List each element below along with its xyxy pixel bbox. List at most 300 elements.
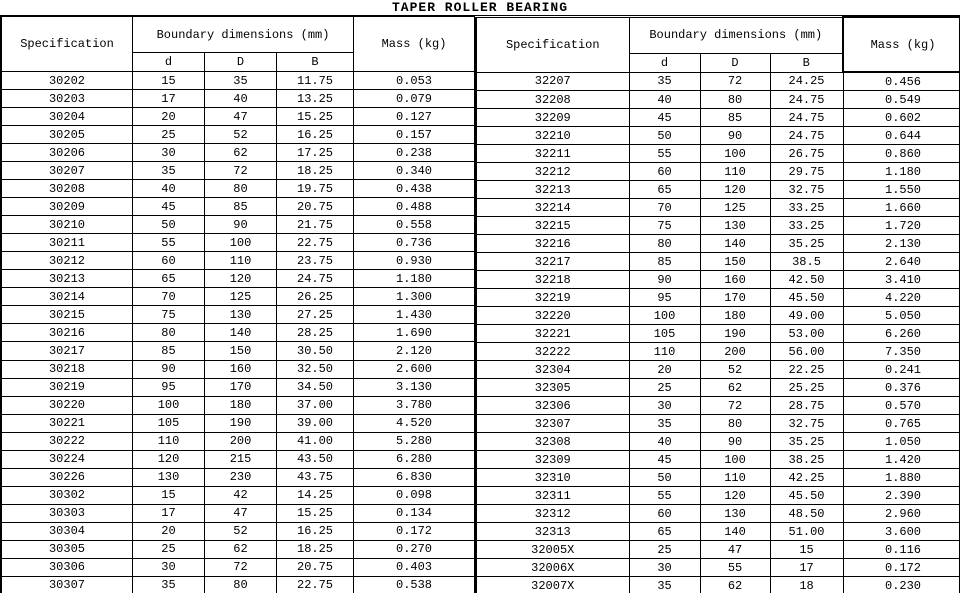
cell: 35 [629,577,700,593]
table-row [2,486,475,504]
cell: 24.75 [770,91,843,109]
cell: 30306 [2,558,133,576]
cell: 72 [205,558,277,576]
table-row [476,235,960,253]
cell: 180 [205,396,277,414]
cell: 120 [205,270,277,288]
cell: 21.75 [277,216,354,234]
cell: 32310 [476,469,629,487]
cell: 0.127 [354,108,475,126]
cell: 32219 [476,289,629,307]
cell: 0.098 [354,486,475,504]
cell: 95 [133,378,205,396]
cell: 47 [700,541,770,559]
cell: 120 [133,450,205,468]
cell: 50 [629,469,700,487]
table-row [476,91,960,109]
cell: 85 [700,109,770,127]
cell: 55 [629,487,700,505]
cell: 5.050 [843,307,960,325]
table-row [476,271,960,289]
left-col-header-mass: Mass (kg) [354,17,475,72]
cell: 100 [629,307,700,325]
cell: 26.75 [770,145,843,163]
cell: 20.75 [277,198,354,216]
cell: 30222 [2,432,133,450]
cell: 90 [700,127,770,145]
cell: 30203 [2,90,133,108]
cell: 0.736 [354,234,475,252]
cell: 110 [205,252,277,270]
cell: 32208 [476,91,629,109]
cell: 33.25 [770,199,843,217]
right-col-header-specification: Specification [476,17,629,72]
cell: 100 [133,396,205,414]
cell: 140 [700,235,770,253]
cell: 72 [205,162,277,180]
cell: 105 [629,325,700,343]
cell: 32211 [476,145,629,163]
table-row [2,468,475,486]
cell: 30218 [2,360,133,378]
cell: 11.75 [277,72,354,90]
cell: 85 [205,198,277,216]
cell: 39.00 [277,414,354,432]
table-row [476,415,960,433]
table-row [2,162,475,180]
cell: 1.430 [354,306,475,324]
cell: 140 [205,324,277,342]
cell: 180 [700,307,770,325]
cell: 32.75 [770,415,843,433]
cell: 60 [629,505,700,523]
table-row [476,181,960,199]
cell: 30221 [2,414,133,432]
cell: 32220 [476,307,629,325]
cell: 3.410 [843,271,960,289]
cell: 190 [700,325,770,343]
cell: 55 [133,234,205,252]
cell: 32005X [476,541,629,559]
cell: 30215 [2,306,133,324]
cell: 0.570 [843,397,960,415]
cell: 30209 [2,198,133,216]
cell: 30 [133,144,205,162]
cell: 30212 [2,252,133,270]
cell: 2.390 [843,487,960,505]
cell: 30211 [2,234,133,252]
cell: 32213 [476,181,629,199]
cell: 1.050 [843,433,960,451]
cell: 42.25 [770,469,843,487]
cell: 32217 [476,253,629,271]
cell: 32210 [476,127,629,145]
cell: 0.157 [354,126,475,144]
cell: 0.270 [354,540,475,558]
cell: 0.238 [354,144,475,162]
cell: 52 [700,361,770,379]
cell: 190 [205,414,277,432]
cell: 30 [133,558,205,576]
cell: 105 [133,414,205,432]
cell: 62 [205,144,277,162]
cell: 80 [700,91,770,109]
cell: 72 [700,72,770,91]
cell: 62 [700,379,770,397]
cell: 30204 [2,108,133,126]
cell: 100 [700,451,770,469]
cell: 30224 [2,450,133,468]
cell: 35 [629,415,700,433]
cell: 65 [629,523,700,541]
cell: 1.720 [843,217,960,235]
table-row [476,577,960,593]
cell: 24.75 [277,270,354,288]
cell: 32212 [476,163,629,181]
cell: 75 [133,306,205,324]
cell: 90 [700,433,770,451]
cell: 100 [700,145,770,163]
cell: 5.280 [354,432,475,450]
cell: 80 [205,576,277,593]
cell: 3.600 [843,523,960,541]
cell: 25 [629,541,700,559]
table-row [2,432,475,450]
cell: 30210 [2,216,133,234]
cell: 25.25 [770,379,843,397]
table-row [476,289,960,307]
cell: 35.25 [770,433,843,451]
cell: 32209 [476,109,629,127]
cell: 53.00 [770,325,843,343]
table-row [2,324,475,342]
cell: 0.644 [843,127,960,145]
cell: 30305 [2,540,133,558]
cell: 4.520 [354,414,475,432]
cell: 25 [629,379,700,397]
table-row [476,199,960,217]
table-row [2,360,475,378]
cell: 130 [133,468,205,486]
cell: 22.75 [277,234,354,252]
cell: 80 [629,235,700,253]
cell: 130 [700,505,770,523]
cell: 150 [700,253,770,271]
cell: 6.260 [843,325,960,343]
table-row [2,216,475,234]
table-row [2,180,475,198]
cell: 30302 [2,486,133,504]
cell: 65 [629,181,700,199]
table-row [2,90,475,108]
cell: 17 [133,90,205,108]
cell: 4.220 [843,289,960,307]
table-row [476,217,960,235]
cell: 55 [700,559,770,577]
cell: 43.75 [277,468,354,486]
table-row [476,505,960,523]
table-row [2,270,475,288]
cell: 33.25 [770,217,843,235]
cell: 18 [770,577,843,593]
right-col-header-d: d [629,53,700,72]
table-row [476,397,960,415]
cell: 0.860 [843,145,960,163]
cell: 90 [629,271,700,289]
cell: 70 [133,288,205,306]
cell: 1.690 [354,324,475,342]
cell: 47 [205,504,277,522]
cell: 30208 [2,180,133,198]
cell: 32006X [476,559,629,577]
cell: 35 [133,576,205,593]
cell: 32312 [476,505,629,523]
cell: 80 [133,324,205,342]
cell: 32306 [476,397,629,415]
cell: 0.438 [354,180,475,198]
cell: 38.5 [770,253,843,271]
cell: 20 [133,108,205,126]
bearing-table-left [1,16,475,593]
table-row [2,414,475,432]
cell: 30205 [2,126,133,144]
cell: 230 [205,468,277,486]
cell: 95 [629,289,700,307]
cell: 52 [205,522,277,540]
cell: 48.50 [770,505,843,523]
table-row [2,378,475,396]
table-row [476,559,960,577]
cell: 30220 [2,396,133,414]
cell: 2.600 [354,360,475,378]
table-row [2,144,475,162]
cell: 32307 [476,415,629,433]
right-col-header-boundary-dimensions: Boundary dimensions (mm) [629,17,843,53]
cell: 130 [700,217,770,235]
cell: 0.172 [354,522,475,540]
cell: 110 [700,163,770,181]
cell: 0.602 [843,109,960,127]
cell: 42.50 [770,271,843,289]
cell: 125 [205,288,277,306]
cell: 32309 [476,451,629,469]
cell: 1.180 [843,163,960,181]
cell: 27.25 [277,306,354,324]
right-col-header-mass: Mass (kg) [843,17,960,72]
cell: 30 [629,559,700,577]
cell: 28.75 [770,397,843,415]
cell: 85 [133,342,205,360]
cell: 18.25 [277,162,354,180]
table-row [476,451,960,469]
cell: 35.25 [770,235,843,253]
cell: 45 [133,198,205,216]
table-row [476,343,960,361]
cell: 150 [205,342,277,360]
cell: 30307 [2,576,133,593]
table-row [2,576,475,593]
cell: 32221 [476,325,629,343]
cell: 17.25 [277,144,354,162]
cell: 0.456 [843,72,960,91]
table-row [476,72,960,91]
cell: 30214 [2,288,133,306]
cell: 120 [700,487,770,505]
cell: 1.420 [843,451,960,469]
cell: 170 [205,378,277,396]
cell: 24.75 [770,127,843,145]
table-row [2,558,475,576]
cell: 0.558 [354,216,475,234]
cell: 45 [629,109,700,127]
cell: 42 [205,486,277,504]
right-table-header [476,17,960,72]
table-row [476,487,960,505]
right-table-body [476,72,960,593]
table-row [476,253,960,271]
table-row [476,523,960,541]
table-row [2,198,475,216]
cell: 100 [205,234,277,252]
cell: 14.25 [277,486,354,504]
cell: 45 [629,451,700,469]
cell: 32305 [476,379,629,397]
cell: 37.00 [277,396,354,414]
cell: 110 [133,432,205,450]
cell: 0.549 [843,91,960,109]
bearing-table-right [475,16,960,593]
table-row [2,252,475,270]
cell: 15 [133,72,205,90]
cell: 90 [133,360,205,378]
cell: 110 [700,469,770,487]
cell: 30226 [2,468,133,486]
cell: 170 [700,289,770,307]
cell: 15.25 [277,504,354,522]
table-row [2,522,475,540]
bearing-tables [0,15,960,593]
cell: 28.25 [277,324,354,342]
cell: 40 [133,180,205,198]
left-col-header-d: d [133,53,205,72]
cell: 0.241 [843,361,960,379]
cell: 32216 [476,235,629,253]
cell: 13.25 [277,90,354,108]
cell: 18.25 [277,540,354,558]
cell: 1.180 [354,270,475,288]
left-col-header-boundary-dimensions: Boundary dimensions (mm) [133,17,354,53]
cell: 55 [629,145,700,163]
cell: 16.25 [277,522,354,540]
table-row [476,433,960,451]
cell: 20.75 [277,558,354,576]
table-row [2,306,475,324]
cell: 32311 [476,487,629,505]
cell: 6.280 [354,450,475,468]
cell: 22.25 [770,361,843,379]
cell: 32222 [476,343,629,361]
cell: 0.134 [354,504,475,522]
right-col-header-B: B [770,53,843,72]
cell: 60 [629,163,700,181]
cell: 3.780 [354,396,475,414]
left-col-header-D: D [205,53,277,72]
cell: 15 [770,541,843,559]
table-row [2,234,475,252]
cell: 2.960 [843,505,960,523]
cell: 0.079 [354,90,475,108]
cell: 30202 [2,72,133,90]
cell: 7.350 [843,343,960,361]
table-row [476,127,960,145]
cell: 38.25 [770,451,843,469]
cell: 0.765 [843,415,960,433]
cell: 32.50 [277,360,354,378]
cell: 30213 [2,270,133,288]
cell: 30216 [2,324,133,342]
cell: 160 [205,360,277,378]
cell: 85 [629,253,700,271]
cell: 30219 [2,378,133,396]
cell: 17 [770,559,843,577]
table-row [2,396,475,414]
table-row [476,469,960,487]
cell: 80 [700,415,770,433]
cell: 0.538 [354,576,475,593]
cell: 2.120 [354,342,475,360]
cell: 35 [629,72,700,91]
left-col-header-B: B [277,53,354,72]
cell: 16.25 [277,126,354,144]
cell: 0.230 [843,577,960,593]
cell: 32218 [476,271,629,289]
cell: 32207 [476,72,629,91]
cell: 17 [133,504,205,522]
cell: 25 [133,126,205,144]
cell: 15.25 [277,108,354,126]
table-row [2,108,475,126]
cell: 32.75 [770,181,843,199]
cell: 47 [205,108,277,126]
cell: 35 [133,162,205,180]
cell: 26.25 [277,288,354,306]
cell: 32214 [476,199,629,217]
cell: 80 [205,180,277,198]
cell: 62 [700,577,770,593]
left-table-header [2,17,475,72]
cell: 40 [629,91,700,109]
cell: 32215 [476,217,629,235]
cell: 60 [133,252,205,270]
table-row [2,342,475,360]
cell: 0.403 [354,558,475,576]
cell: 32304 [476,361,629,379]
cell: 200 [700,343,770,361]
cell: 200 [205,432,277,450]
cell: 6.830 [354,468,475,486]
cell: 40 [629,433,700,451]
cell: 35 [205,72,277,90]
cell: 30304 [2,522,133,540]
left-col-header-specification: Specification [2,17,133,72]
cell: 0.930 [354,252,475,270]
cell: 65 [133,270,205,288]
cell: 3.130 [354,378,475,396]
left-table-body [2,72,475,593]
cell: 50 [629,127,700,145]
page-title: TAPER ROLLER BEARING [391,0,569,15]
cell: 1.300 [354,288,475,306]
